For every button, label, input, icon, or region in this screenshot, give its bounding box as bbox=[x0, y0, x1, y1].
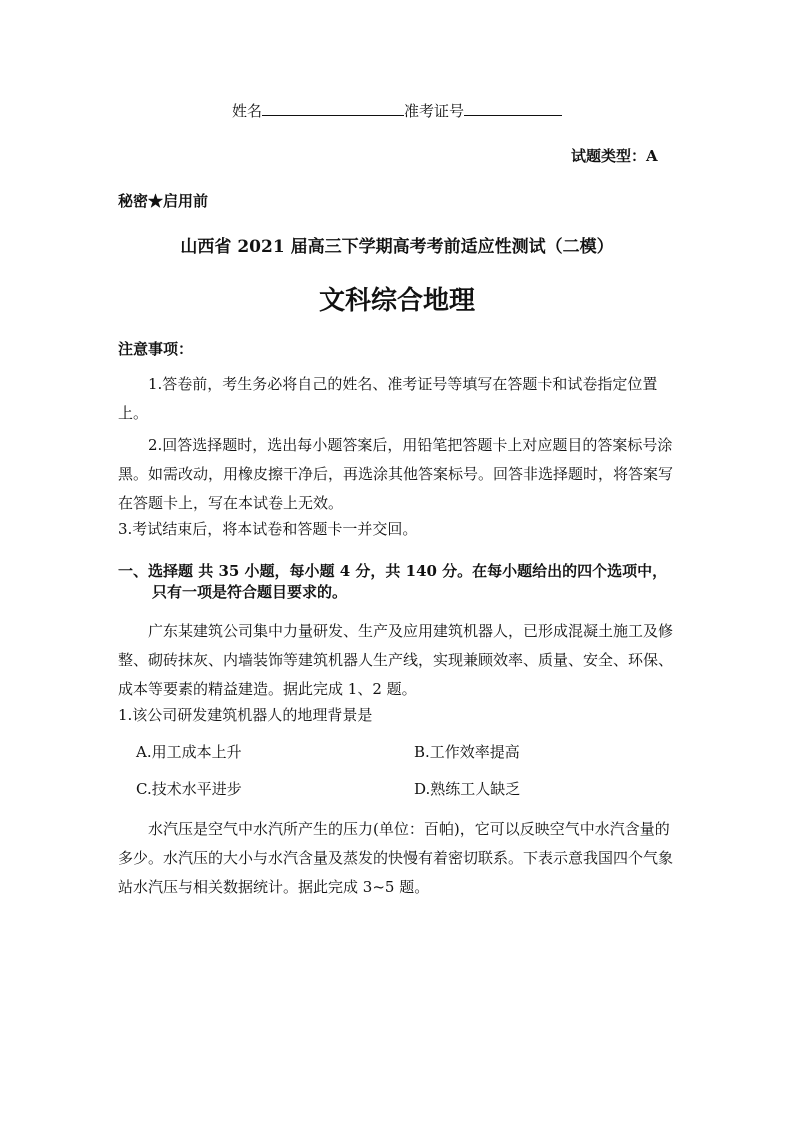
passage-2: 水汽压是空气中水汽所产生的压力(单位：百帕)，它可以反映空气中水汽含量的多少。水汽压的大小与水汽含量及蒸发的快慢有着密切联系。下表示意我国四个气象站水汽压与相关数据统计。据此完成 3~5 题。 bbox=[118, 820, 674, 896]
exam-id-label: 准考证号 bbox=[404, 102, 465, 120]
candidate-info-line bbox=[232, 100, 562, 121]
name-blank[interactable] bbox=[262, 100, 404, 116]
question-1-option-c[interactable]: C.技术水平进步 bbox=[136, 780, 242, 798]
note-item-1: 1.答卷前，考生务必将自己的姓名、准考证号等填写在答题卡和试卷指定位置上。 bbox=[118, 375, 658, 422]
section1-heading-line2: 只有一项是符合题目要求的。 bbox=[152, 583, 348, 601]
confidential-mark: 秘密★启用前 bbox=[118, 192, 209, 210]
question-1-option-a[interactable]: A.用工成本上升 bbox=[136, 743, 242, 761]
paper-type: 试题类型：A bbox=[571, 147, 658, 165]
question-1-option-b[interactable]: B.工作效率提高 bbox=[414, 743, 520, 761]
note-item-2: 2.回答选择题时，选出每小题答案后，用铅笔把答题卡上对应题目的答案标号涂黑。如需改动，用橡皮擦干净后，再选涂其他答案标号。回答非选择题时，将答案写在答题卡上，写在本试卷上无效。 bbox=[118, 436, 674, 512]
question-1-stem: 1.该公司研发建筑机器人的地理背景是 bbox=[118, 706, 373, 724]
exam-title: 山西省 2021 届高三下学期高考考前适应性测试（二模） bbox=[180, 237, 614, 257]
note-item-3: 3.考试结束后，将本试卷和答题卡一并交回。 bbox=[118, 520, 418, 538]
name-label: 姓名 bbox=[232, 102, 263, 120]
question-1-option-d[interactable]: D.熟练工人缺乏 bbox=[414, 780, 521, 798]
subject-title: 文科综合地理 bbox=[318, 286, 475, 316]
passage-1: 广东某建筑公司集中力量研发、生产及应用建筑机器人，已形成混凝土施工及修整、砌砖抹灰、内墙装饰等建筑机器人生产线，实现兼顾效率、质量、安全、环保、成本等要素的精益建造。据此完成 1、2 题。 bbox=[118, 622, 674, 698]
section1-heading-line1: 一、选择题 共 35 小题，每小题 4 分，共 140 分。在每小题给出的四个选项中， bbox=[118, 562, 668, 580]
exam-id-blank[interactable] bbox=[464, 100, 562, 116]
notes-heading: 注意事项： bbox=[118, 340, 194, 358]
